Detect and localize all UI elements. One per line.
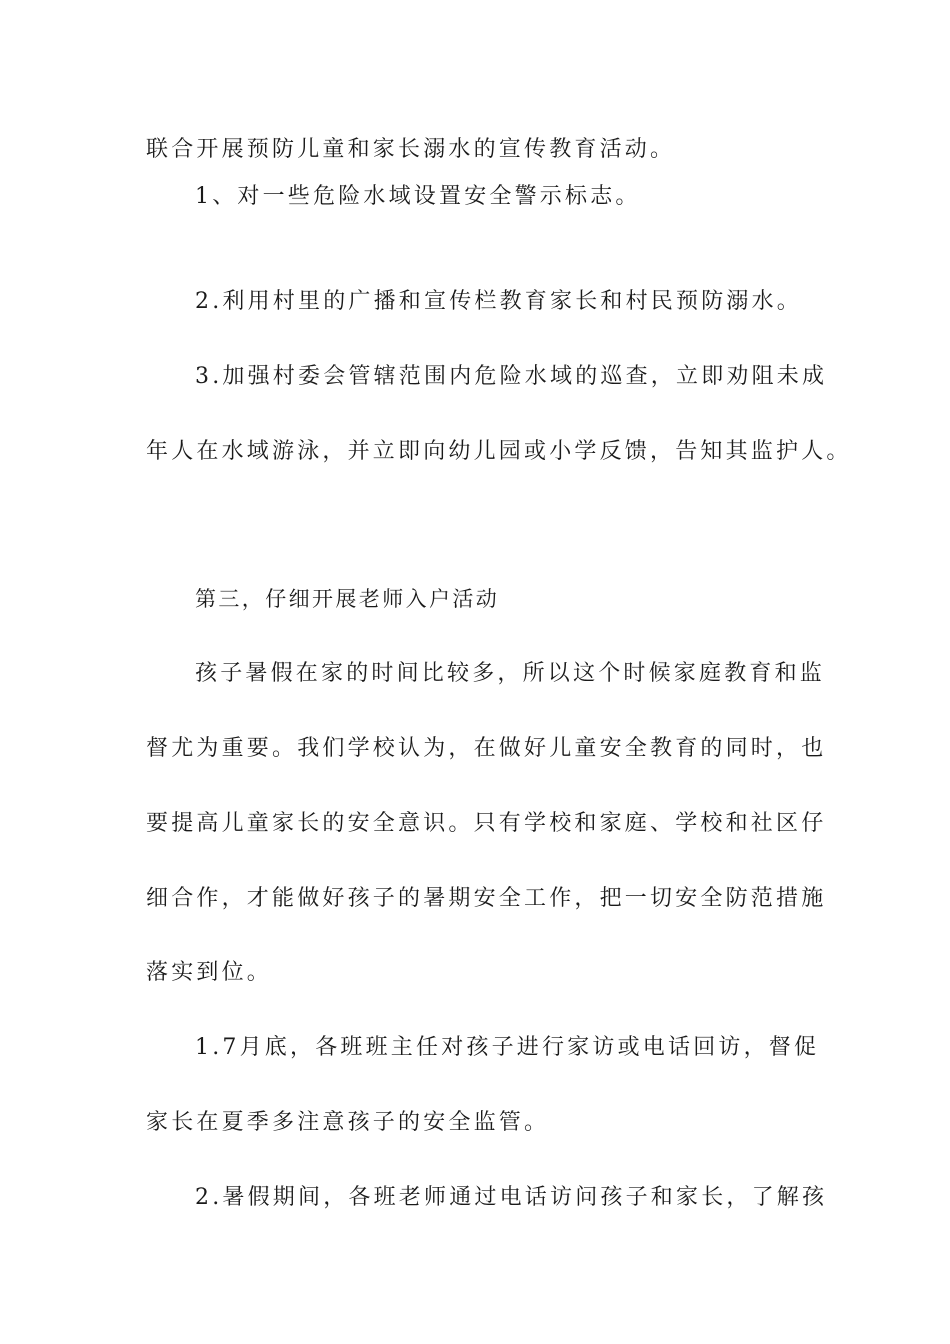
- paragraph-line: 落实到位。: [146, 960, 273, 985]
- paragraph-line: 督尤为重要。我们学校认为，在做好儿童安全教育的同时，也: [146, 736, 827, 761]
- section-heading: 第三，仔细开展老师入户活动: [195, 587, 500, 611]
- list-item-2: 2.暑假期间，各班老师通过电话访问孩子和家长，了解孩: [195, 1185, 828, 1210]
- paragraph-line: 孩子暑假在家的时间比较多，所以这个时候家庭教育和监: [195, 661, 826, 686]
- list-item-1: 1.7月底，各班班主任对孩子进行家访或电话回访，督促: [195, 1035, 820, 1060]
- paragraph-line: 细合作，才能做好孩子的暑期安全工作，把一切安全防范措施: [146, 886, 827, 911]
- paragraph-line: 家长在夏季多注意孩子的安全监管。: [146, 1110, 550, 1135]
- list-item-2: 2.利用村里的广播和宣传栏教育家长和村民预防溺水。: [195, 289, 802, 314]
- list-item-3: 3.加强村委会管辖范围内危险水域的巡查，立即劝阻未成: [195, 364, 828, 389]
- paragraph-line: 联合开展预防儿童和家长溺水的宣传教育活动。: [146, 137, 676, 162]
- paragraph-line: 年人在水域游泳，并立即向幼儿园或小学反馈，告知其监护人。: [146, 439, 852, 464]
- paragraph-line: 要提高儿童家长的安全意识。只有学校和家庭、学校和社区仔: [146, 811, 827, 836]
- list-item-1: 1、对一些危险水域设置安全警示标志。: [195, 184, 641, 209]
